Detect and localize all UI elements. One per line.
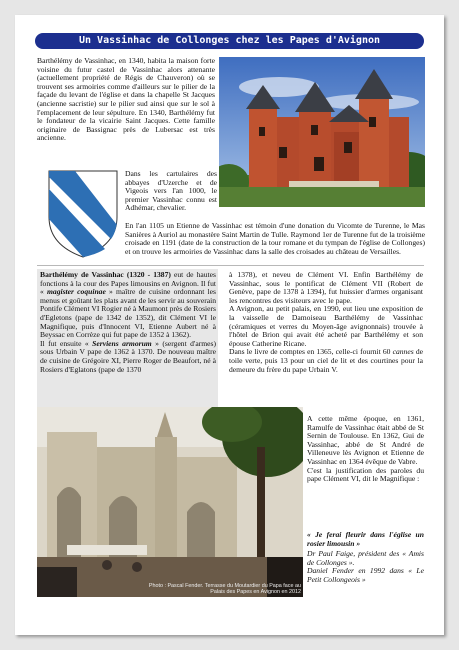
document-page [15,15,444,635]
intro-paragraph: Barthélémy de Vassinhac, en 1340, habita la maison forte voisine du futur castel de Vassinhac alors attenante (actuellement propriété de Régis de Chauveron) où se trouvent ses armoiries comme d'ailleurs sur le pilier de la façade du levant de l'église et dans la chapelle St Jacques (ancienne sacristie) sur le pilier sud ainsi que sur le sol à l'emplacement de leur sépulture. En 1340, Barthélémy fut le fondateur de la vicairie Saint Jacques. Cette famille originaire de Bassignac près de Lubersac est très ancienne. [37,57,215,143]
column-2-bottom-text: A cette même époque, en 1361, Ramulfe de Vassinhac était abbé de St Sernin de Toulouse. En 1362, Gui de Vassinhac, abbé de St André de Villeneuve lès Avignon et Etienne de Vassinhac en 1364 évêque de Vabre. C'est la justification des paroles du pape Clément VI, dit le Magnifique : [307,415,424,484]
coat-of-arms-shield [45,167,121,259]
photo-caption: Photo : Pascal Fender. Terrasse du Moutardier du Papa face au Palais des Papes en Avignon en 2012 [148,583,301,596]
intro-left-text [37,57,215,167]
title-banner: Un Vassinhac de Collonges chez les Papes d'Avignon [35,33,424,49]
castle-photo [219,57,425,207]
intro-continued-text: En l'an 1105 un Etienne de Vassinhac est témoin d'une donation du Vicomte de Turenne, le Mas Sanières à Auriol au monastère Saint Martin de Tulle. Raymond 1er de Turenne fut de la troisième croisade en 1191 (date de la construction de la tour romane et du tympan de l'église de Collonges) et on trouve les armoiries de Vassinhac dans la salle des croisades au château de Versailles. [125,222,425,256]
pope-quote: « Je ferai fleurir dans l'église un rosier limousin » [307,531,424,548]
signature-2: Daniel Fender en 1992 dans « Le Petit Collongeois » [307,566,424,584]
palace-photo [37,407,303,597]
column-1-text: Barthélémy de Vassinhac (1320 - 1387) eut de hautes fonctions à la cour des Papes limousins en Avignon. Il fut « magister coquinae » maître de cuisine ordonnant les menus et goûtant les plats avant de les servir au souverain Pontife Clément VI Rogier né à Maumont près de Rosiers d'Egletons (pape de 1342 de 1352), dit Clément VI le Magnifique, puis d'Innocent VI, Etienne Aubert né à Beyssac en Corrèze qui fut pape de 1352 à 1362). Il fut ensuite « Serviens armorum » (sergent d'armes) sous Urbain V pape de 1362 à 1370. De nouveau maître de cuisine de Grégoire XI, Pierre Roger de Beaufort, né à Rosiers d'Eglatons (pape de 1370 [40,271,216,374]
signature-1: Dr Paul Faige, président des « Amis de Collonges ». [307,549,424,567]
shield-side-text: Dans les cartulaires des abbayes d'Uzerche et de Vigeois vers l'an 1000, le premier Vassinhac connu est Adhémar, chevalier. [125,170,217,213]
quote-and-signature [307,531,424,615]
section-divider [37,265,424,266]
column-2-text: à 1378), et neveu de Clément VI. Enfin Barthélémy de Vassinhac, sous le pontificat de Clément VII (Robert de Genève, pape de 1378 à 1394), fut huissier d'armes organisant les rencontres des visiteurs avec le pape. A Avignon, au petit palais, en 1990, eut lieu une exposition de la vaisselle de Damoiseau Barthélémy de Vassinhac (céramiques et verres du Moyen-âge avignonnais) trouvée à l'hôtel de Brion qui avait été acheté par Barthélémy et son épouse Catherine Ricane. Dans le livre de comptes en 1365, celle-ci fournit 60 cannes de toile verte, puis 13 pour un ciel de lit et des courtines pour la demeure du frère du pape Urbain V. [229,271,423,374]
col1-heading: Barthélémy de Vassinhac (1320 - 1387) [40,271,171,279]
